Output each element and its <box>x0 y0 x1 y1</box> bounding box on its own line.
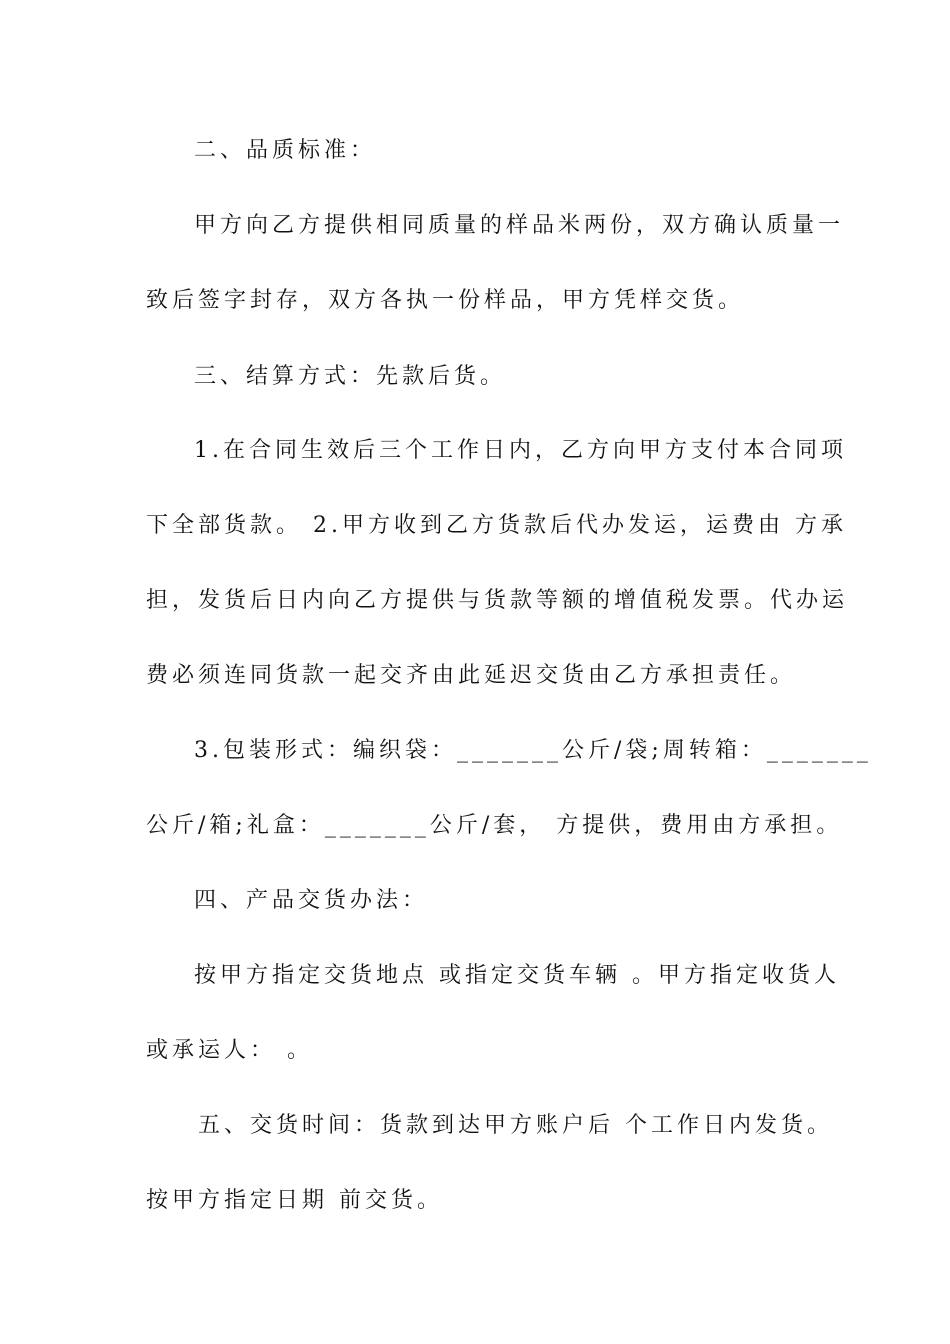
paragraph-line: 担，发货后日内向乙方提供与货款等额的增值税发票。代办运 <box>146 588 849 613</box>
paragraph-line: 按甲方指定交货地点 或指定交货车辆 。甲方指定收货人 <box>194 963 840 988</box>
paragraph-line: 或承运人： 。 <box>146 1038 313 1063</box>
section-heading-quality-standard: 二、品质标准： <box>194 138 377 163</box>
section-heading-delivery-time: 五、交货时间：货款到达甲方账户后 个工作日内发货。 <box>198 1113 833 1138</box>
section-heading-delivery-method: 四、产品交货办法： <box>194 888 429 913</box>
section-heading-settlement: 三、结算方式：先款后货。 <box>194 364 507 389</box>
paragraph-line: 费必须连同货款一起交齐由此延迟交货由乙方承担责任。 <box>146 663 797 688</box>
paragraph-line: 按甲方指定日期 前交货。 <box>146 1188 443 1213</box>
paragraph-line: 3.包装形式：编织袋：_______公斤/袋;周转箱：_______ <box>194 738 872 763</box>
paragraph-line: 致后签字封存，双方各执一份样品，甲方凭样交货。 <box>146 288 745 313</box>
paragraph-line: 1.在合同生效后三个工作日内，乙方向甲方支付本合同项 <box>194 438 847 463</box>
paragraph-line: 甲方向乙方提供相同质量的样品米两份，双方确认质量一 <box>194 213 845 238</box>
paragraph-line: 下全部货款。 2.甲方收到乙方货款后代办发运，运费由 方承 <box>146 513 847 538</box>
paragraph-line: 公斤/箱;礼盒：_______公斤/套， 方提供，费用由方承担。 <box>146 813 843 838</box>
